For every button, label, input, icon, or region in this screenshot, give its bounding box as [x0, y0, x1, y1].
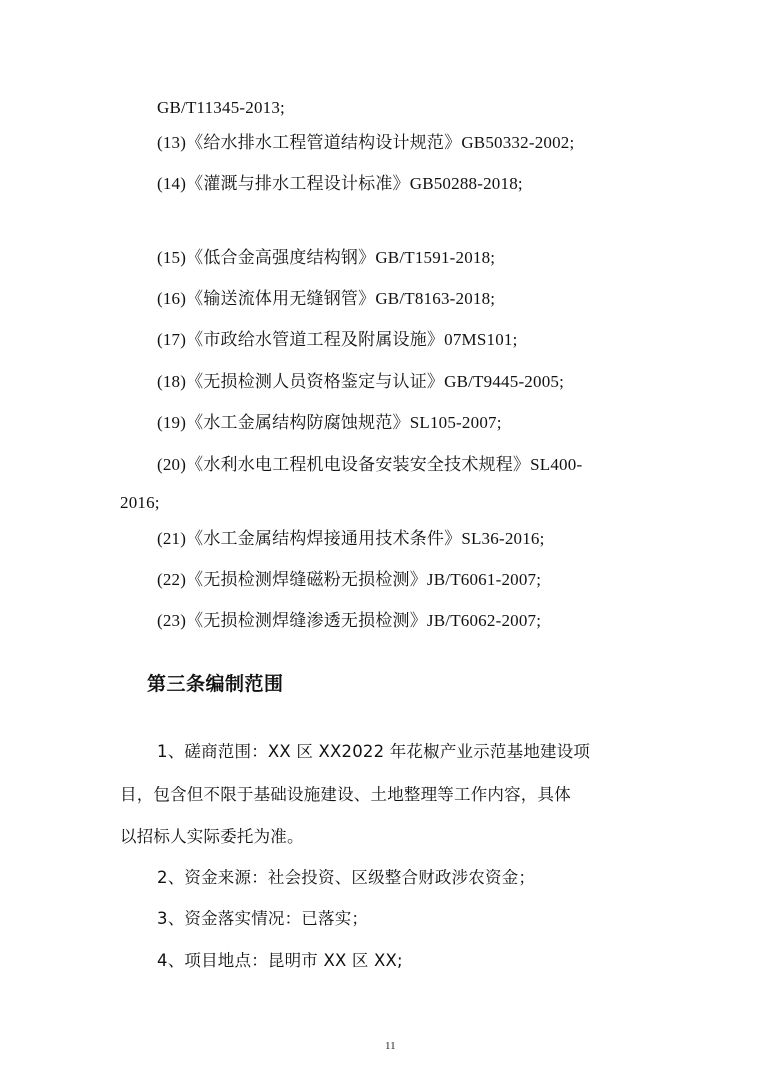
standard-item-18: (18)《无损检测人员资格鉴定与认证》GB/T9445-2005;	[157, 372, 565, 391]
standard-item-17: (17)《市政给水管道工程及附属设施》07MS101;	[157, 330, 518, 349]
standard-item-12-continuation: GB/T11345-2013;	[157, 98, 285, 117]
project-location-paragraph: 4、项目地点：昆明市 XX 区 XX;	[157, 951, 403, 970]
scope-paragraph-line-2: 目，包含但不限于基础设施建设、土地整理等工作内容，具体	[120, 785, 571, 804]
scope-paragraph-line-1: 1、磋商范围：XX 区 XX2022 年花椒产业示范基地建设项	[157, 742, 591, 761]
standard-item-20-continuation: 2016;	[120, 493, 160, 512]
section-heading: 第三条编制范围	[147, 673, 284, 695]
standard-item-23: (23)《无损检测焊缝渗透无损检测》JB/T6062-2007;	[157, 611, 542, 630]
funding-status-paragraph: 3、资金落实情况：已落实；	[157, 909, 369, 928]
standard-item-13: (13)《给水排水工程管道结构设计规范》GB50332-2002;	[157, 133, 575, 152]
standard-item-20: (20)《水利水电工程机电设备安装安全技术规程》SL400-	[157, 455, 583, 474]
page-number: 11	[385, 1040, 396, 1052]
standard-item-16: (16)《输送流体用无缝钢管》GB/T8163-2018;	[157, 289, 496, 308]
standard-item-15: (15)《低合金高强度结构钢》GB/T1591-2018;	[157, 248, 496, 267]
standard-item-14: (14)《灌溉与排水工程设计标准》GB50288-2018;	[157, 174, 523, 193]
standard-item-19: (19)《水工金属结构防腐蚀规范》SL105-2007;	[157, 413, 502, 432]
standard-item-22: (22)《无损检测焊缝磁粉无损检测》JB/T6061-2007;	[157, 570, 542, 589]
standard-item-21: (21)《水工金属结构焊接通用技术条件》SL36-2016;	[157, 529, 545, 548]
scope-paragraph-line-3: 以招标人实际委托为准。	[120, 827, 304, 846]
funding-source-paragraph: 2、资金来源：社会投资、区级整合财政涉农资金；	[157, 868, 536, 887]
